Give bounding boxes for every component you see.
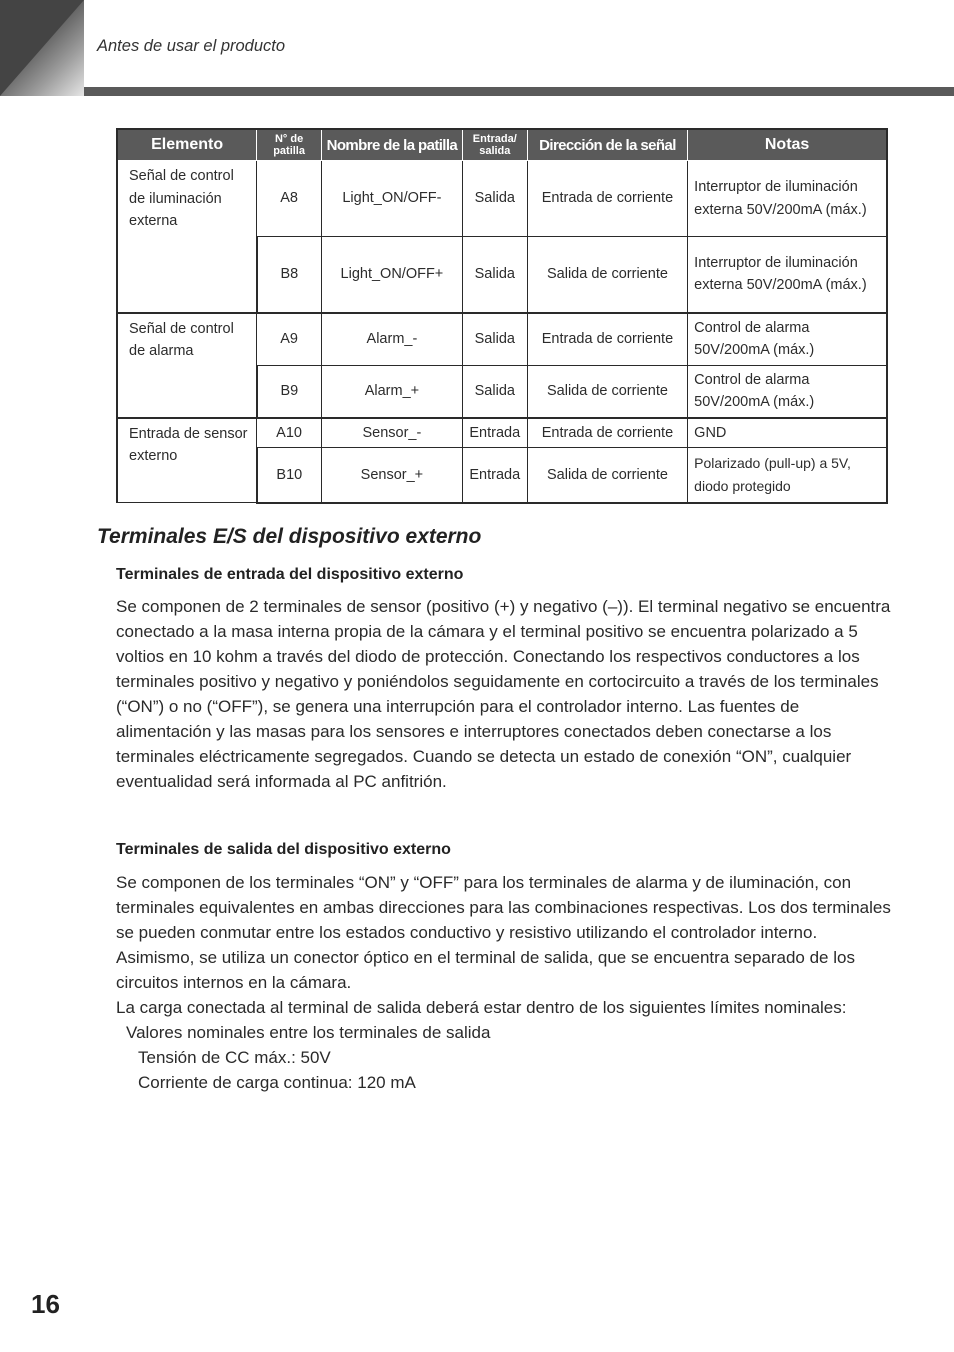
io-cell: Salida xyxy=(462,161,527,237)
io-cell: Entrada xyxy=(462,418,527,448)
pin-name-cell: Sensor_- xyxy=(322,418,463,448)
element-cell: Señal de control de alarma xyxy=(117,313,257,418)
header-direction: Dirección de la señal xyxy=(527,129,687,161)
output-terminals-body xyxy=(116,870,896,1095)
rating-current: Corriente de carga continua: 120 mA xyxy=(138,1073,416,1092)
element-cell: Entrada de sensor externo xyxy=(117,418,257,503)
notes-cell: Control de alarma 50V/200mA (máx.) xyxy=(688,313,887,366)
element-cell: Señal de control de iluminación externa xyxy=(117,161,257,313)
pin-spec-table xyxy=(116,128,888,504)
page-number: 16 xyxy=(31,1289,60,1319)
direction-cell: Entrada de corriente xyxy=(527,418,687,448)
header-io: Entrada/ salida xyxy=(462,129,527,161)
header-elemento: Elemento xyxy=(117,129,257,161)
io-cell: Salida xyxy=(462,237,527,313)
ratings-title: Valores nominales entre los terminales de salida xyxy=(126,1023,491,1042)
pin-cell: A9 xyxy=(257,313,322,366)
header-pin-name: Nombre de la patilla xyxy=(322,129,463,161)
pin-cell: A10 xyxy=(257,418,322,448)
table-row xyxy=(117,313,887,366)
input-terminals-paragraph: Se componen de 2 terminales de sensor (positivo (+) y negativo (–)). El terminal negativo se encuentra conectado a la masa interna propia de la cámara y el terminal positivo se encuentra polarizado a 5 voltios en 10 kohm a través del diodo de protección. Conectando los respectivos conductores a los terminales positivo y negativo y poniéndolos seguidamente en cortocircuito a través de los terminales (“ON”) o no (“OFF”), se genera una interrupción para el controlador interno. Las fuentes de alimentación y las masas para los sensores e interruptores conectados deben conectarse a los terminales eléctricamente segregados. Cuando se detecta un estado de conexión “ON”, cualquier eventualidad será informada al PC anfitrión. xyxy=(116,597,891,791)
pin-cell: A8 xyxy=(257,161,322,237)
pin-name-cell: Sensor_+ xyxy=(322,448,463,503)
pin-cell: B8 xyxy=(257,237,322,313)
notes-cell: Control de alarma 50V/200mA (máx.) xyxy=(688,366,887,418)
header-rule xyxy=(84,87,954,96)
output-terminals-paragraph-2: La carga conectada al terminal de salida deberá estar dentro de los siguientes límites nominales: xyxy=(116,998,847,1017)
running-header: Antes de usar el producto xyxy=(97,37,286,55)
pin-name-cell: Light_ON/OFF- xyxy=(322,161,463,237)
notes-cell: Interruptor de iluminación externa 50V/200mA (máx.) xyxy=(688,237,887,313)
notes-cell: GND xyxy=(688,418,887,448)
io-cell: Salida xyxy=(462,313,527,366)
io-cell: Salida xyxy=(462,366,527,418)
direction-cell: Salida de corriente xyxy=(527,237,687,313)
table-row xyxy=(117,418,887,448)
input-terminals-body xyxy=(116,594,896,794)
io-cell: Entrada xyxy=(462,448,527,503)
table-header-row xyxy=(117,129,887,161)
pin-name-cell: Light_ON/OFF+ xyxy=(322,237,463,313)
notes-cell: Interruptor de iluminación externa 50V/200mA (máx.) xyxy=(688,161,887,237)
input-terminals-heading: Terminales de entrada del dispositivo externo xyxy=(116,566,464,583)
direction-cell: Salida de corriente xyxy=(527,448,687,503)
pin-cell: B10 xyxy=(257,448,322,503)
direction-cell: Entrada de corriente xyxy=(527,313,687,366)
table-row xyxy=(117,161,887,237)
direction-cell: Entrada de corriente xyxy=(527,161,687,237)
direction-cell: Salida de corriente xyxy=(527,366,687,418)
notes-cell: Polarizado (pull-up) a 5V, diodo protegido xyxy=(688,448,887,503)
output-terminals-heading: Terminales de salida del dispositivo externo xyxy=(116,841,451,858)
pin-name-cell: Alarm_- xyxy=(322,313,463,366)
pin-cell: B9 xyxy=(257,366,322,418)
rating-voltage: Tensión de CC máx.: 50V xyxy=(138,1048,331,1067)
output-terminals-paragraph-1: Se componen de los terminales “ON” y “OFF” para los terminales de alarma y de iluminación, con terminales equivalentes en ambas direcciones para las combinaciones respectivas. Los dos terminales se pueden conmutar entre los estados conductivo y resistivo utilizando el controlador interno. Asimismo, se utiliza un conector óptico en el terminal de salida, que se encuentra separado de los circuitos internos en la cámara. xyxy=(116,873,891,992)
header-pin-no: N° de patilla xyxy=(257,129,322,161)
section-title: Terminales E/S del dispositivo externo xyxy=(97,525,482,548)
corner-cut-decoration xyxy=(0,0,84,96)
header-notes: Notas xyxy=(688,129,887,161)
pin-name-cell: Alarm_+ xyxy=(322,366,463,418)
